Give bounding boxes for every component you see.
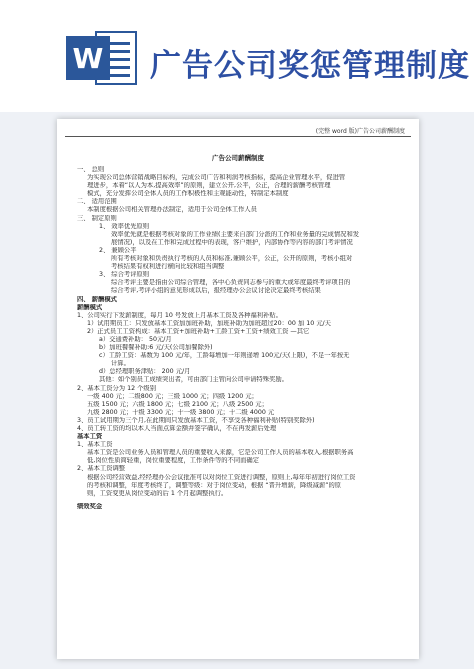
- document-line: 为实现公司总体营销战略目标构，完成公司广告和利润考核指标，提高企业管理水平，促进管: [87, 174, 346, 182]
- document-line: 其他：如个别员工成绩突出者，可由部门主管向公司申请特殊奖励。: [99, 376, 288, 384]
- document-title: 广告公司薪酬制度: [212, 154, 264, 162]
- document-line: 薪酬模式: [77, 303, 103, 311]
- document-line: 模式，充分发挥公司全体人员的工作积极性和主观能动性，特制定本制度: [87, 190, 289, 198]
- document-line: c）工龄工资：基数为 100 元/年，工龄每增加一年则递增 100元/天(上限)，不足一年按无: [99, 352, 350, 360]
- document-line: 四、 薪酬模式: [77, 295, 117, 303]
- document-line: 基本工资是公司业务人员和管理人员的重要收入来源，它是公司工作人员的基本收入,根据职务高: [87, 449, 354, 457]
- document-line: 2、基本工资分为 12 个级别: [77, 384, 156, 392]
- document-line: 九级 2800 元；十级 3300 元；十一级 3800 元；十二级 4000 元: [87, 408, 275, 416]
- document-line: 综合考评主要是指由公司综合管理，各中心负责同志参与的重大或年度最终考评项目的: [111, 279, 351, 287]
- document-line: a）交通费补助： 50元/月: [99, 335, 172, 343]
- document-line: 4、员工转工资的均以本人当面点算金额并签字确认，不在再发薪后处理: [77, 425, 277, 432]
- document-body: [77, 166, 407, 511]
- document-line: 根据公司经营效益,经经理办公会议批准可以对岗位工资进行调整，原则上,每年年初进行岗位工资: [87, 473, 356, 481]
- document-line: 展情况)，以及在工作和完成过程中的表现，客户维护，内部协作等内容的部门考评情况: [111, 238, 353, 246]
- document-line: 一级 400 元；二级800 元；三级 1000 元；四级 1200 元；: [87, 392, 258, 400]
- document-line: 所有考核对象和负责执行考核的人员和标准,兼顾公平，公正，公开的原则，考核小组对: [111, 255, 353, 263]
- header-note: (完整 word 版)广告公司薪酬制度: [315, 128, 405, 135]
- document-line: 效率优先就是根据考核对象的工作业绩(主要来自部门分派的工作和业务量的完成情况和发: [111, 230, 360, 238]
- word-logo-letter: W: [72, 42, 104, 75]
- document-line: 1、 效率优先原则: [99, 222, 150, 230]
- document-line: 本制度根据公司相关管理办法制定，适用于公司全体工作人员: [87, 206, 258, 214]
- document-line: 计算。: [111, 360, 130, 368]
- document-line: 2、 兼顾公平: [99, 246, 137, 254]
- word-document-icon: [66, 30, 138, 86]
- document-line: 低,岗位性质简轻重，岗位重要程度，工作条件等的不同而确定: [87, 457, 260, 465]
- banner-title: 广告公司奖惩管理制度: [150, 48, 470, 84]
- document-line: 1、基本工资: [77, 441, 113, 449]
- document-page: [57, 119, 419, 659]
- document-line: 考核结果有权利进行横向比较和组当调整: [111, 263, 225, 271]
- header-divider: [65, 136, 411, 137]
- document-line: 五级 1500 元；六级 1800 元；七级 2100 元；八级 2500 元；: [87, 400, 268, 408]
- document-line: 综合考评,考评小组的意见形成以后，报经理办公会议讨论决定最终考核结果: [111, 287, 321, 295]
- document-line: 3、员工试用期为三个月,在此期间只发放基本工资，不享受各种福利补贴(特别奖除外): [77, 416, 315, 424]
- document-line: d）总经理职务津贴： 200 元/月: [99, 368, 191, 376]
- document-line: 1）试用期员工：只发放基本工资加加班补助，加班补助为加班超过20：00 加 10 元/天: [87, 319, 331, 327]
- document-line: 三、 制定原则: [77, 214, 117, 222]
- document-line: 则，工资变更从岗位变动的后 1 个月起调整执行。: [87, 489, 228, 497]
- document-line: 理进步，本着“以人为本,提高效率”的原则，建立公开,公平，公正，合理的薪酬考核管理: [87, 182, 331, 190]
- document-line: 的考核和调整，年度考核终了，调整等级：对于岗位变动，根据 “晋升增薪，降级减薪”的原: [87, 481, 342, 489]
- document-line: 2、基本工资调整: [77, 465, 126, 473]
- document-line: b）加班餐餐补助:6 元/天(公司加餐除外): [99, 344, 213, 352]
- document-line: 2）正式员工工资构成：基本工资+加班补助+工龄工资+工资+绩效工资 —其它: [87, 327, 310, 335]
- document-line: 二、 适用范围: [77, 198, 117, 206]
- document-line: 3、 综合考评原则: [99, 271, 150, 279]
- document-line: 1、公司实行下发薪制度，每月 10 号发放上月基本工资及各种福利补贴。: [77, 311, 282, 319]
- document-line: 绩效奖金: [77, 502, 103, 510]
- banner: [0, 0, 474, 112]
- document-line: 一、 总则: [77, 166, 105, 173]
- document-line: 基本工资: [77, 433, 103, 441]
